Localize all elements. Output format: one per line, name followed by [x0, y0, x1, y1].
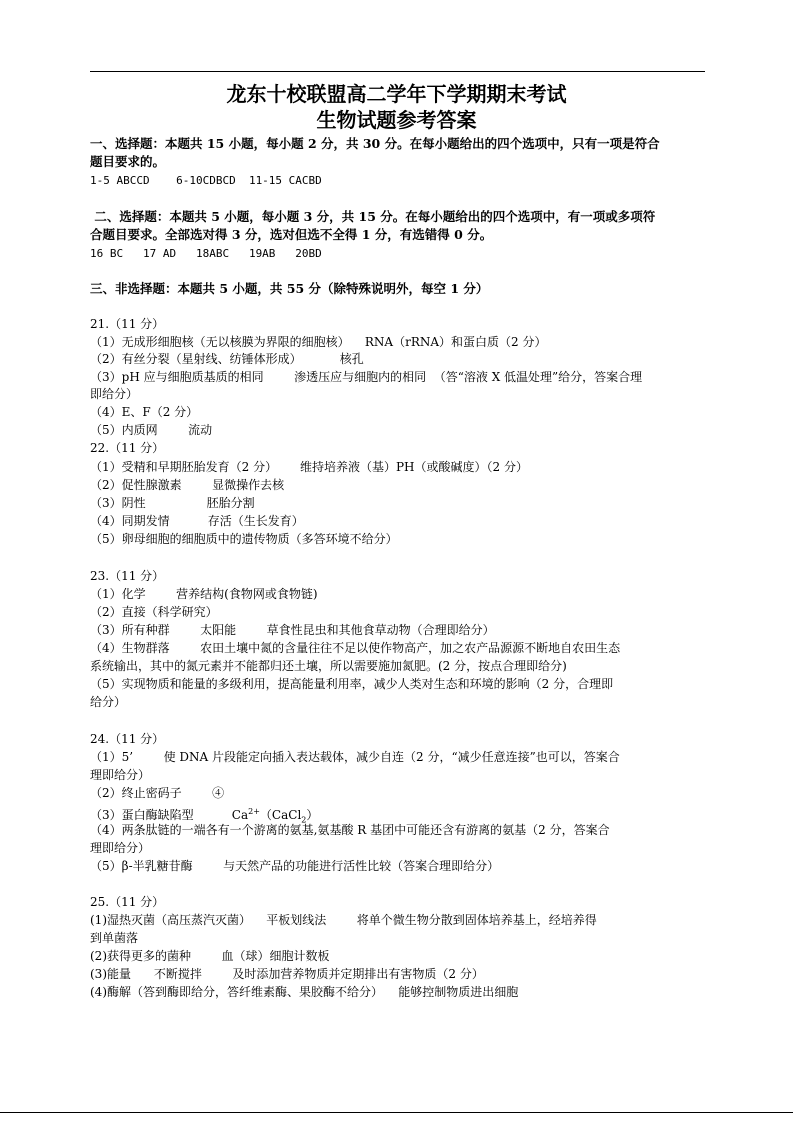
q23-answer-3: （3）所有种群 太阳能 草食性昆虫和其他食草动物（合理即给分） — [90, 623, 495, 637]
q21-answer-1: （1）无成形细胞核（无以核膜为界限的细胞核） RNA（rRNA）和蛋白质（2 分） — [90, 335, 547, 349]
q23-answer-4: （4）生物群落 农田土壤中氮的含量往往不足以使作物高产，加之农产品源源不断地自农田生态 — [90, 641, 621, 655]
q24-answer-3-formula: （CaCl — [259, 808, 302, 822]
section2-answers: 16 BC 17 AD 18ABC 19AB 20BD — [90, 247, 322, 260]
q21-answer-4: （4）E、F（2 分） — [90, 405, 199, 419]
q24-subscript: 2 — [301, 815, 307, 825]
q24-heading: 24.（11 分） — [90, 732, 165, 746]
header-rule — [90, 71, 705, 72]
q23-answer-4-cont: 系统输出，其中的氮元素并不能都归还土壤，所以需要施加氮肥。(2 分，按点合理即给分) — [90, 659, 567, 673]
q24-answer-2: （2）终止密码子 ④ — [90, 786, 225, 800]
q24-answer-3-text: （3）蛋白酶缺陷型 Ca — [90, 808, 249, 822]
q25-answer-1-cont: 到单菌落 — [90, 931, 139, 945]
q24-answer-3-close: ） — [306, 808, 319, 822]
q22-answer-4: （4）同期发情 存活（生长发育） — [90, 514, 304, 528]
q24-answer-1-cont: 理即给分） — [90, 768, 151, 782]
section1-answers: 1-5 ABCCD 6-10CDBCD 11-15 CACBD — [90, 174, 322, 187]
q22-heading: 22.（11 分） — [90, 441, 165, 455]
q25-heading: 25.（11 分） — [90, 895, 165, 909]
q24-superscript: 2+ — [248, 807, 260, 816]
section2-heading-line2: 合题目要求。全部选对得 3 分，选对但选不全得 1 分，有选错得 0 分。 — [90, 227, 493, 242]
q25-answer-3: (3)能量 不断搅拌 及时添加营养物质并定期排出有害物质（2 分） — [90, 967, 484, 981]
section1-heading-line2: 题目要求的。 — [90, 154, 166, 169]
q21-answer-2: （2）有丝分裂（星射线、纺锤体形成） 核孔 — [90, 352, 364, 366]
section2-heading-line1: 二、选择题：本题共 5 小题，每小题 3 分，共 15 分。在每小题给出的四个选项中，有一项或多项符 — [90, 209, 656, 224]
q23-answer-1: （1）化学 营养结构(食物网或食物链) — [90, 587, 318, 601]
section1-heading-line1: 一、选择题：本题共 15 小题，每小题 2 分，共 30 分。在每小题给出的四个选项中，只有一项是符合 — [90, 136, 660, 151]
exam-title: 龙东十校联盟高二学年下学期期末考试 — [226, 82, 567, 106]
q22-answer-2: （2）促性腺激素 显微操作去核 — [90, 478, 285, 492]
q25-answer-4: (4)酶解（答到酶即给分，答纤维素酶、果胶酶不给分） 能够控制物质进出细胞 — [90, 985, 519, 999]
q21-heading: 21.（11 分） — [90, 317, 165, 331]
exam-subtitle: 生物试题参考答案 — [316, 108, 477, 132]
q21-answer-3: （3）pH 应与细胞质基质的相同 渗透压应与细胞内的相同 （答“溶液 X 低温处理”给分，答案合理 — [90, 370, 643, 384]
q23-heading: 23.（11 分） — [90, 569, 165, 583]
q24-answer-4: （4）两条肽链的一端各有一个游离的氨基,氨基酸 R 基团中可能还含有游离的氨基（2 分，答案合 — [90, 823, 610, 837]
q21-answer-5: （5）内质网 流动 — [90, 423, 213, 437]
q24-answer-5: （5）β-半乳糖苷酶 与天然产品的功能进行活性比较（答案合理即给分） — [90, 859, 500, 873]
q23-answer-5: （5）实现物质和能量的多级利用，提高能量利用率，减少人类对生态和环境的影响（2 分，合理即 — [90, 677, 614, 691]
q25-answer-1: (1)湿热灭菌（高压蒸汽灭菌） 平板划线法 将单个微生物分散到固体培养基上，经培养得 — [90, 913, 597, 927]
footer-rule — [0, 1112, 793, 1113]
q22-answer-1: （1）受精和早期胚胎发育（2 分） 维持培养液（基）PH（或酸碱度）（2 分） — [90, 460, 528, 474]
section3-heading: 三、非选择题：本题共 5 小题，共 55 分（除特殊说明外，每空 1 分） — [90, 281, 489, 296]
q24-answer-4-cont: 理即给分） — [90, 841, 151, 855]
q24-answer-1: （1）5’ 使 DNA 片段能定向插入表达载体，减少自连（2 分，“减少任意连接”也可以，答案合 — [90, 750, 620, 764]
q21-answer-3-cont: 即给分） — [90, 387, 139, 401]
q23-answer-2: （2）直接（科学研究） — [90, 605, 218, 619]
q22-answer-3: （3）阴性 胚胎分割 — [90, 496, 255, 510]
q25-answer-2: (2)获得更多的菌种 血（球）细胞计数板 — [90, 949, 330, 963]
q22-answer-5: （5）卵母细胞的细胞质中的遗传物质（多答环境不给分） — [90, 532, 398, 546]
q23-answer-5-cont: 给分） — [90, 695, 127, 709]
